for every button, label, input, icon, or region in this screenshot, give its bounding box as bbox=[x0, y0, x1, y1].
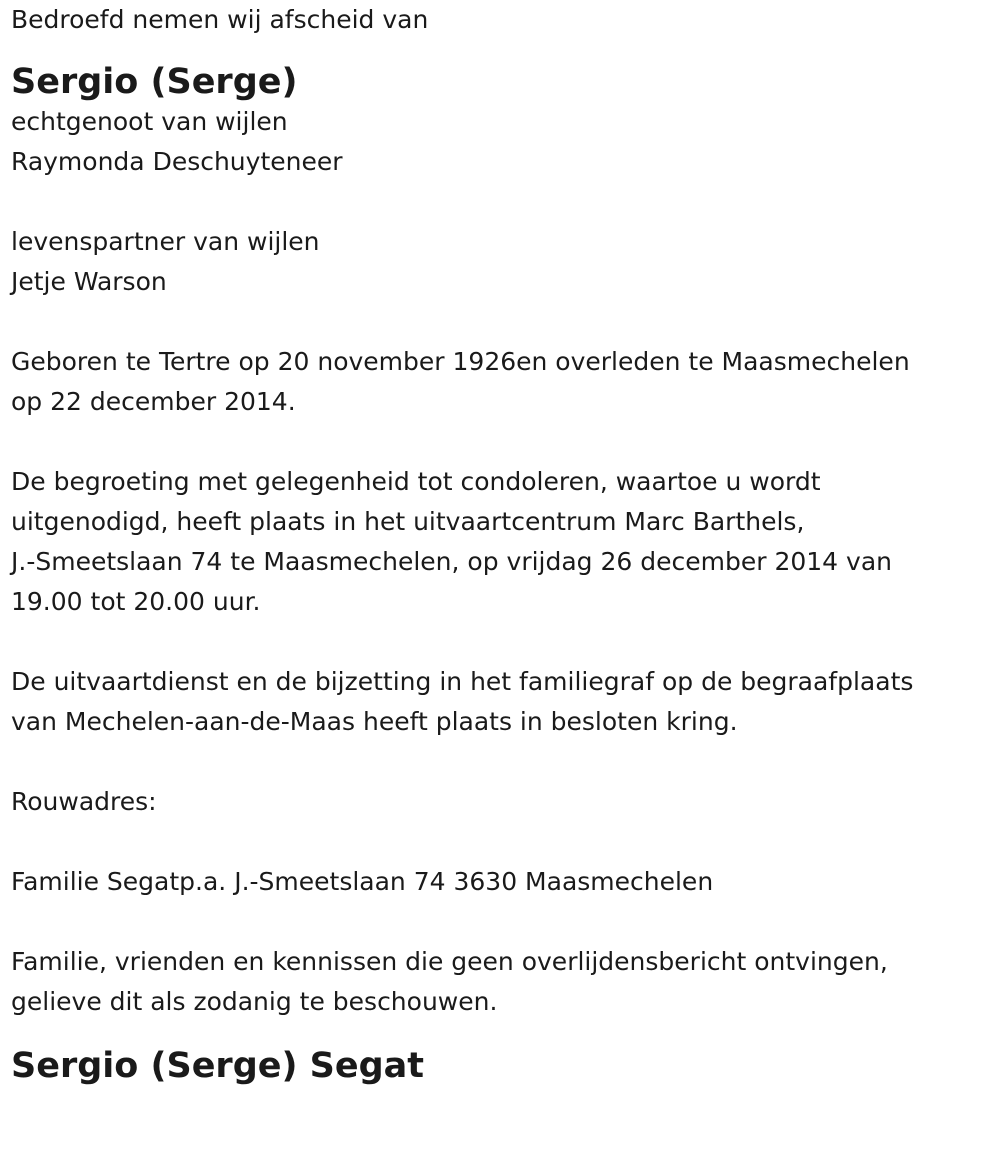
condolences-line: uitgenodigd, heeft plaats in het uitvaartcentrum Marc Barthels, bbox=[11, 507, 805, 536]
funeral-line: van Mechelen-aan-de-Maas heeft plaats in besloten kring. bbox=[11, 707, 738, 736]
funeral-line: De uitvaartdienst en de bijzetting in het familiegraf op de begraafplaats bbox=[11, 667, 914, 696]
partner-name: Jetje Warson bbox=[11, 267, 167, 296]
spacer bbox=[11, 622, 991, 662]
spacer bbox=[11, 822, 991, 862]
condolences-line: J.-Smeetslaan 74 te Maasmechelen, op vrijdag 26 december 2014 van bbox=[11, 547, 892, 576]
deceased-full-name-heading: Sergio (Serge) Segat bbox=[11, 1046, 425, 1086]
condolences-line: De begroeting met gelegenheid tot condoleren, waartoe u wordt bbox=[11, 467, 821, 496]
mourning-address-label: Rouwadres: bbox=[11, 787, 157, 816]
spacer bbox=[11, 422, 991, 462]
notice-line: Familie, vrienden en kennissen die geen overlijdensbericht ontvingen, bbox=[11, 947, 888, 976]
birth-death-line: Geboren te Tertre op 20 november 1926en overleden te Maasmechelen bbox=[11, 347, 910, 376]
spacer bbox=[11, 742, 991, 782]
birth-death-line: op 22 december 2014. bbox=[11, 387, 296, 416]
condolences-line: 19.00 tot 20.00 uur. bbox=[11, 587, 261, 616]
mourning-address: Familie Segatp.a. J.-Smeetslaan 74 3630 Maasmechelen bbox=[11, 867, 714, 896]
partner-relation: levenspartner van wijlen bbox=[11, 227, 320, 256]
spouse-name: Raymonda Deschuyteneer bbox=[11, 147, 343, 176]
deceased-name-heading: Sergio (Serge) bbox=[11, 62, 298, 102]
spacer bbox=[11, 182, 991, 222]
intro-text: Bedroefd nemen wij afscheid van bbox=[11, 5, 429, 34]
spacer bbox=[11, 302, 991, 342]
obituary-document bbox=[11, 0, 991, 1086]
notice-line: gelieve dit als zodanig te beschouwen. bbox=[11, 987, 498, 1016]
spacer bbox=[11, 902, 991, 942]
spouse-relation: echtgenoot van wijlen bbox=[11, 107, 288, 136]
